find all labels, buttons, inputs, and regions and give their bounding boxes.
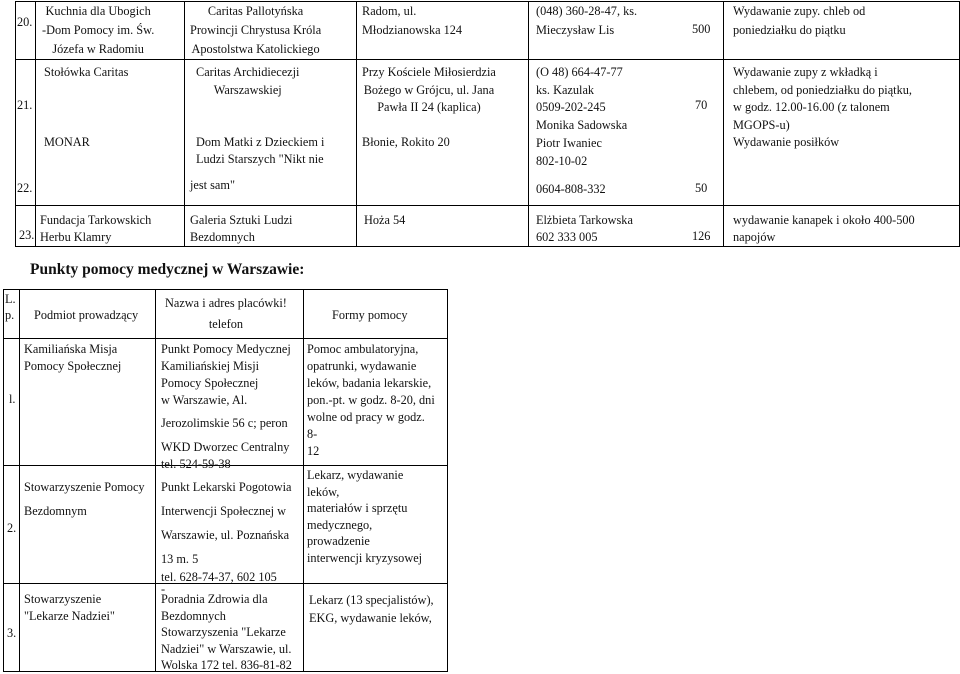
text-line: Wydawanie zupy z wkładką i — [733, 65, 878, 79]
row-22-lp: 22. — [17, 181, 33, 195]
text-line: Wydawanie zupy. chleb od — [733, 4, 866, 18]
medical-header-help: Formy pomocy — [332, 308, 408, 322]
medical-row-2-help — [307, 467, 422, 566]
text-line: "Lekarze Nadziei" — [24, 609, 115, 623]
medical-row-1-place — [161, 341, 291, 471]
row-23-help — [733, 212, 915, 245]
text-line: poniedziałku do piątku — [733, 23, 846, 37]
medical-row-3-help — [309, 591, 434, 627]
text-line: w Warszawie, Al. — [161, 393, 248, 407]
row-22-address: Błonie, Rokito 20 — [362, 135, 450, 149]
text-line: materiałów i sprzętu — [307, 501, 408, 515]
medical-row-2-org — [24, 475, 145, 523]
row-22-org — [190, 134, 324, 197]
text-line: Nazwa i adres placówki! — [165, 296, 287, 310]
text-line: Kamiliańska Misja — [24, 342, 118, 356]
text-line: Pomocy Społecznej — [24, 359, 122, 373]
text-line: Przy Kościele Miłosierdzia — [362, 65, 496, 79]
row-23-address: Hoża 54 — [364, 213, 406, 227]
top-table-divider — [15, 205, 960, 206]
text-line: wydawanie kanapek i około 400-500 — [733, 213, 915, 227]
text-line: Monika Sadowska — [536, 117, 628, 132]
row-23-lp: 23. — [19, 228, 35, 242]
medical-table-vline — [303, 289, 304, 672]
row-21-count: 70 — [695, 98, 708, 112]
medical-row-3-place — [161, 591, 292, 674]
text-line: Warszawskiej — [213, 82, 282, 97]
row-22-count: 50 — [695, 181, 708, 195]
row-20-help — [733, 2, 865, 40]
text-line: Mieczysław Lis — [536, 23, 615, 37]
text-line: jest sam" — [190, 178, 235, 192]
medical-row-1-org — [24, 341, 121, 375]
text-line: Galeria Sztuki Ludzi — [190, 213, 293, 227]
row-20-lp: 20. — [17, 15, 33, 29]
medical-row-2-place — [161, 475, 291, 595]
text-line: Herbu Klamry — [40, 229, 112, 244]
row-22-contact — [536, 134, 606, 198]
row-23-name — [40, 212, 151, 245]
text-line: Nadziei" w Warszawie, ul. — [161, 641, 292, 656]
text-line: EKG, wydawanie leków, — [309, 611, 432, 625]
text-line: wolne od pracy w godz. — [307, 410, 425, 424]
text-line: napojów — [733, 229, 776, 244]
text-line: Dom Matki z Dzieckiem i — [196, 135, 325, 149]
top-table-vline — [35, 1, 36, 246]
medical-table-border — [3, 289, 448, 290]
text-line: Lekarz (13 specjalistów), — [309, 593, 434, 607]
text-line: tel. 524-59-38 — [161, 457, 231, 471]
text-line: Punkt Pomocy Medycznej — [161, 342, 291, 356]
text-line: - — [161, 582, 166, 596]
text-line: Stowarzyszenie Pomocy — [24, 480, 145, 494]
text-line: medycznego, — [307, 517, 373, 532]
text-line: Wolska 172 tel. 836-81-82 — [161, 658, 292, 672]
text-line: opatrunki, wydawanie — [307, 359, 417, 373]
row-20-name — [42, 2, 154, 59]
text-line: Warszawie, ul. Poznańska — [161, 528, 290, 542]
text-line: Punkt Lekarski Pogotowia — [161, 480, 292, 494]
text-line: telefon — [208, 317, 244, 331]
text-line: pon.-pt. w godz. 8-20, dni — [307, 393, 435, 407]
text-line: Bezdomnych — [190, 229, 255, 244]
text-line: Pawła II 24 (kaplica) — [377, 100, 481, 114]
row-20-contact — [536, 2, 637, 40]
text-line: WKD Dworzec Centralny — [161, 440, 290, 454]
text-line: Kamiliańskiej Misji — [161, 359, 260, 373]
text-line: 8- — [307, 427, 318, 441]
text-line: Ludzi Starszych "Nikt nie — [196, 152, 324, 166]
medical-header-lp — [5, 291, 16, 323]
medical-row-2-lp: 2. — [7, 521, 17, 535]
text-line: Pomoc ambulatoryjna, — [307, 342, 419, 356]
text-line: Pomocy Społecznej — [161, 376, 259, 390]
text-line: 802-10-02 — [536, 154, 588, 168]
text-line: L. — [5, 292, 16, 306]
text-line: 602 333 005 — [536, 229, 598, 244]
text-line: -Dom Pomocy im. Św. — [42, 23, 155, 37]
text-line: Stowarzyszenia "Lekarze — [161, 625, 286, 639]
text-line: p. — [5, 308, 15, 322]
text-line: 13 m. 5 — [161, 552, 199, 566]
medical-table-divider — [3, 338, 448, 339]
text-line: Poradnia Zdrowia dla — [161, 592, 268, 606]
medical-table-vline — [19, 289, 20, 672]
text-line: interwencji kryzysowej — [307, 550, 423, 565]
medical-table-vline — [155, 289, 156, 672]
top-table-border — [15, 246, 960, 247]
text-line: Lekarz, wydawanie — [307, 468, 404, 482]
text-line: Interwencji Społecznej w — [161, 504, 286, 518]
row-20-address — [362, 2, 462, 40]
text-line: Caritas Archidiecezji — [196, 65, 300, 79]
text-line: w godz. 12.00-16.00 (z talonem — [733, 100, 890, 114]
medical-table-vline — [3, 289, 4, 672]
row-23-contact — [536, 212, 633, 245]
medical-row-3-org — [24, 591, 115, 625]
text-line: Piotr Iwaniec — [536, 136, 602, 150]
text-line: MGOPS-u) — [733, 117, 790, 132]
section-heading: Punkty pomocy medycznej w Warszawie: — [30, 261, 305, 278]
row-23-org — [190, 212, 292, 245]
text-line: (048) 360-28-47, ks. — [536, 4, 638, 18]
text-line: Stowarzyszenie — [24, 592, 102, 606]
text-line: (O 48) 664-47-77 — [536, 65, 623, 79]
medical-row-3-lp: 3. — [7, 626, 17, 640]
text-line: Caritas Pallotyńska — [207, 4, 304, 18]
row-21-name: Stołówka Caritas — [44, 65, 129, 79]
text-line: Radom, ul. — [362, 4, 417, 18]
medical-header-org: Podmiot prowadzący — [34, 308, 139, 322]
top-table-vline — [356, 1, 357, 246]
medical-row-1-lp: l. — [9, 392, 16, 406]
row-21-org — [196, 64, 299, 99]
text-line: Bezdomnym — [24, 504, 87, 518]
top-table-vline — [723, 1, 724, 246]
text-line: Fundacja Tarkowskich — [40, 213, 152, 227]
text-line: Bezdomnych — [161, 608, 226, 623]
text-line: Józefa w Radomiu — [52, 42, 144, 56]
text-line: Elżbieta Tarkowska — [536, 213, 633, 227]
top-table-vline — [528, 1, 529, 246]
text-line: 12 — [307, 444, 320, 458]
row-22-name: MONAR — [44, 135, 90, 149]
text-line: Jerozolimskie 56 c; peron — [161, 416, 288, 430]
row-20-org — [190, 2, 321, 59]
text-line: Młodzianowska 124 — [362, 23, 463, 37]
text-line: ks. Kazulak — [536, 82, 595, 97]
row-21-address — [362, 64, 496, 117]
medical-row-1-help — [307, 341, 435, 460]
text-line: Apostolstwa Katolickiego — [191, 42, 320, 56]
text-line: chlebem, od poniedziałku do piątku, — [733, 82, 912, 97]
top-table-vline — [15, 1, 16, 246]
text-line: tel. 628-74-37, 602 105 — [161, 570, 277, 584]
row-20-count: 500 — [692, 22, 711, 36]
row-21-help — [733, 64, 912, 134]
text-line: leków, — [307, 484, 340, 499]
text-line: Bożego w Grójcu, ul. Jana — [363, 82, 495, 97]
row-22-help: Wydawanie posiłków — [733, 135, 840, 149]
text-line: 0509-202-245 — [536, 100, 606, 114]
row-21-lp: 21. — [17, 98, 33, 112]
row-21-contact — [536, 64, 627, 134]
text-line: Kuchnia dla Ubogich — [45, 4, 151, 18]
top-table-divider — [15, 59, 960, 60]
text-line: 0604-808-332 — [536, 182, 606, 196]
text-line: Prowincji Chrystusa Króla — [190, 23, 322, 37]
medical-table-vline — [447, 289, 448, 672]
text-line: prowadzenie — [307, 534, 370, 548]
top-table-vline — [184, 1, 185, 246]
medical-header-place — [165, 293, 287, 335]
row-23-count: 126 — [692, 229, 711, 243]
text-line: leków, badania lekarskie, — [307, 376, 432, 390]
